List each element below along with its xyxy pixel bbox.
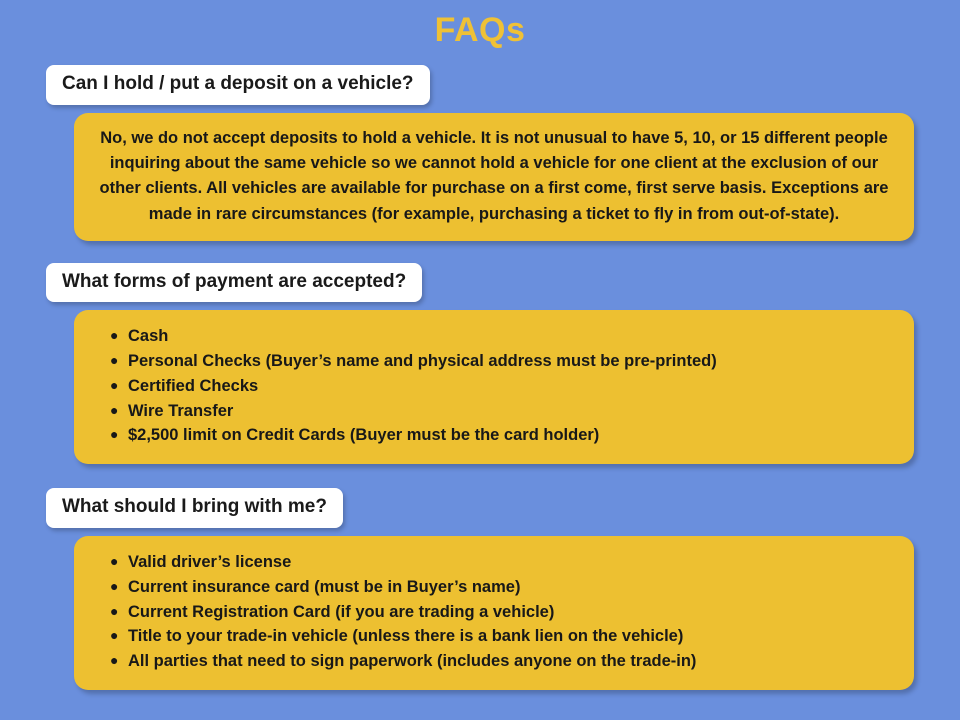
list-item — [92, 374, 896, 399]
faq-item-3 — [0, 488, 960, 690]
list-item-label: All parties that need to sign paperwork (includes anyone on the trade-in) — [128, 652, 697, 671]
bullet-icon: ● — [110, 352, 119, 369]
bullet-icon: ● — [110, 553, 119, 570]
list-item-label: Certified Checks — [128, 376, 259, 395]
list-item — [92, 649, 896, 674]
faq-item-2 — [0, 263, 960, 465]
faq-question-1: Can I hold / put a deposit on a vehicle? — [46, 65, 430, 105]
faq-answer-3 — [74, 536, 914, 690]
list-item-label: Current Registration Card (if you are trading a vehicle) — [128, 602, 555, 621]
bullet-icon: ● — [110, 426, 119, 443]
bullet-icon: ● — [110, 602, 119, 619]
bullet-icon: ● — [110, 577, 119, 594]
page-title: FAQs — [434, 11, 526, 49]
list-item — [92, 575, 896, 600]
bullet-icon: ● — [110, 627, 119, 644]
list-item — [92, 624, 896, 649]
faq-question-2: What forms of payment are accepted? — [46, 263, 422, 303]
list-item-label: Personal Checks (Buyer’s name and physical address must be pre-printed) — [128, 352, 717, 371]
list-item-label: Valid driver’s license — [128, 553, 292, 572]
list-item-label: Title to your trade-in vehicle (unless there is a bank lien on the vehicle) — [128, 627, 684, 646]
bullet-icon: ● — [110, 652, 119, 669]
faq-question-3: What should I bring with me? — [46, 488, 343, 528]
faq-item-1 — [0, 65, 960, 240]
list-item-label: Wire Transfer — [128, 401, 234, 420]
list-item — [92, 600, 896, 625]
list-item-label: $2,500 limit on Credit Cards (Buyer must be the card holder) — [128, 426, 600, 445]
list-item-label: Cash — [128, 327, 169, 346]
bullet-icon: ● — [110, 376, 119, 393]
bullet-icon: ● — [110, 327, 119, 344]
list-item-label: Current insurance card (must be in Buyer’s name) — [128, 577, 521, 596]
payment-methods-list — [92, 324, 896, 448]
bring-with-you-list — [92, 550, 896, 674]
list-item — [92, 399, 896, 424]
faq-answer-1: No, we do not accept deposits to hold a vehicle. It is not unusual to have 5, 10, or 15 different people inquiring about the same vehicle so we cannot hold a vehicle for one client at the exclusion of our other clients. All vehicles are available for purchase on a first come, first serve basis. Exceptions are made in rare circumstances (for example, purchasing a ticket to fly in from out-of-state). — [74, 113, 914, 240]
faq-answer-2 — [74, 310, 914, 464]
list-item — [92, 423, 896, 448]
list-item — [92, 550, 896, 575]
bullet-icon: ● — [110, 401, 119, 418]
list-item — [92, 349, 896, 374]
list-item — [92, 324, 896, 349]
